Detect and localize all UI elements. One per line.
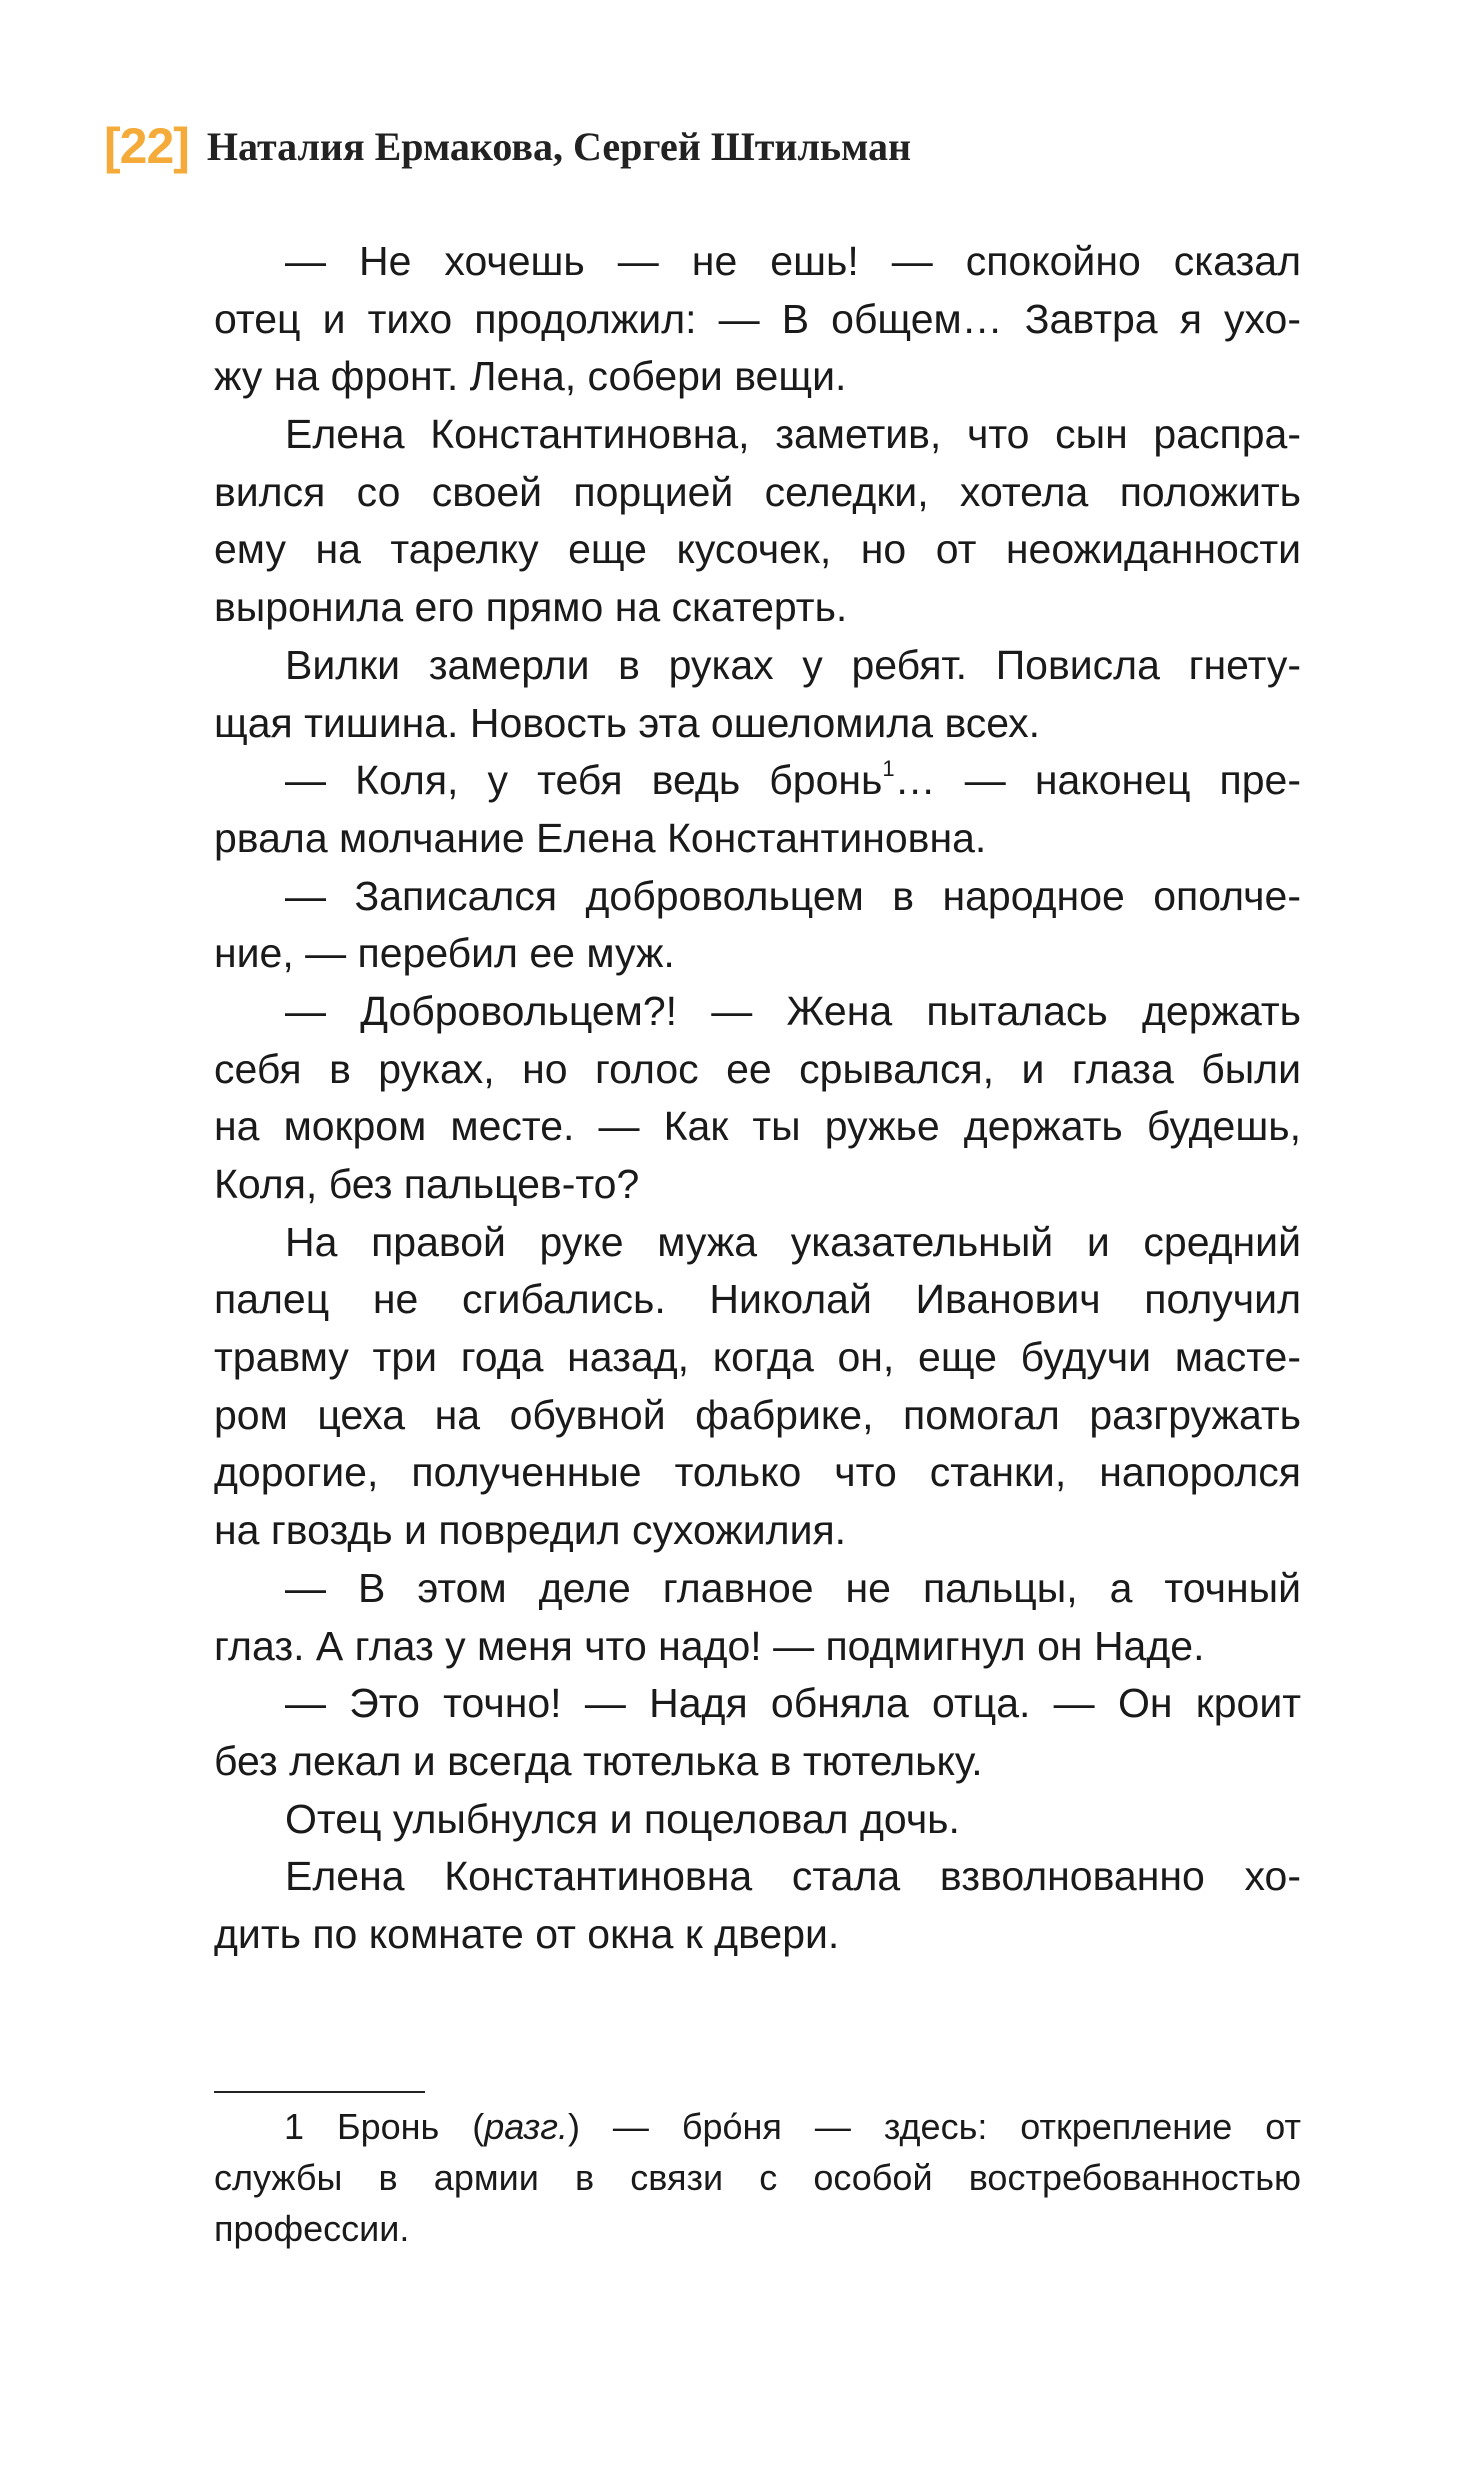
text-line: отец и тихо продолжил: — В общем… Завтра я ухо- xyxy=(214,295,1301,342)
footnote xyxy=(214,2101,1301,2254)
text-line: — Не хочешь — не ешь! — спокойно сказал xyxy=(285,238,1301,284)
text-line: Коля, без пальцев-то? xyxy=(214,1161,640,1207)
footnote-line: службы в армии в связи с особой востребованностью xyxy=(214,2157,1301,2198)
footnote-marker: 1 xyxy=(882,756,895,782)
text-line: вился со своей порцией селедки, хотела положить xyxy=(214,468,1301,515)
text-line: ние, — перебил ее муж. xyxy=(214,930,675,977)
text-line: ром цеха на обувной фабрике, помогал разгружать xyxy=(214,1391,1301,1438)
text-line: — Добровольцем?! — Жена пыталась держать xyxy=(285,987,1301,1034)
text-line: — В этом деле главное не пальцы, а точный xyxy=(285,1564,1301,1611)
text-line: выронила его прямо на скатерть. xyxy=(214,584,848,631)
text-line: Вилки замерли в руках у ребят. Повисла гнету- xyxy=(285,641,1301,688)
line-fragment: — Коля, у тебя ведь бронь xyxy=(285,757,883,804)
footnote-divider xyxy=(214,2091,425,2093)
body-text xyxy=(214,233,1301,1964)
text-line: Елена Константиновна стала взволнованно хо- xyxy=(285,1853,1301,1900)
text-line: — Записался добровольцем в народное ополче- xyxy=(285,872,1301,919)
text-line: себя в руках, но голос ее срывался, и глаза были xyxy=(214,1045,1301,1092)
text-line: травму три года назад, когда он, еще будучи масте- xyxy=(214,1334,1301,1381)
text-line: дорогие, полученные только что станки, напоролся xyxy=(214,1449,1301,1496)
text-line: жу на фронт. Лена, собери вещи. xyxy=(214,353,847,400)
footnote-line: 1 Бронь (разг.) — бро́ня — здесь: открепление от xyxy=(284,2106,1301,2147)
text-line xyxy=(214,752,1301,810)
text-line: на гвоздь и повредил сухожилия. xyxy=(214,1507,847,1554)
text-line: глаз. А глаз у меня что надо! — подмигнул он Наде. xyxy=(214,1622,1205,1669)
text-line: — Это точно! — Надя обняла отца. — Он кроит xyxy=(285,1680,1301,1727)
footnote-line: профессии. xyxy=(214,2208,410,2249)
text-line: палец не сгибались. Николай Иванович получил xyxy=(214,1276,1301,1323)
text-line: рвала молчание Елена Константиновна. xyxy=(214,814,987,861)
text-line: на мокром месте. — Как ты ружье держать будешь, xyxy=(214,1103,1301,1150)
line-fragment: … — наконец пре- xyxy=(894,757,1301,804)
page-number: [22] xyxy=(104,118,189,174)
book-authors: Наталия Ермакова, Сергей Штильман xyxy=(206,123,912,169)
text-line: На правой руке мужа указательный и средний xyxy=(285,1218,1301,1265)
text-line: Елена Константиновна, заметив, что сын распра- xyxy=(285,411,1301,458)
text-line: без лекал и всегда тютелька в тютельку. xyxy=(214,1737,983,1784)
text-line: дить по комнате от окна к двери. xyxy=(214,1910,840,1957)
running-header xyxy=(104,116,911,176)
text-line: ему на тарелку еще кусочек, но от неожиданности xyxy=(214,526,1301,573)
text-line: Отец улыбнулся и поцеловал дочь. xyxy=(285,1795,960,1842)
text-line: щая тишина. Новость эта ошеломила всех. xyxy=(214,699,1041,746)
